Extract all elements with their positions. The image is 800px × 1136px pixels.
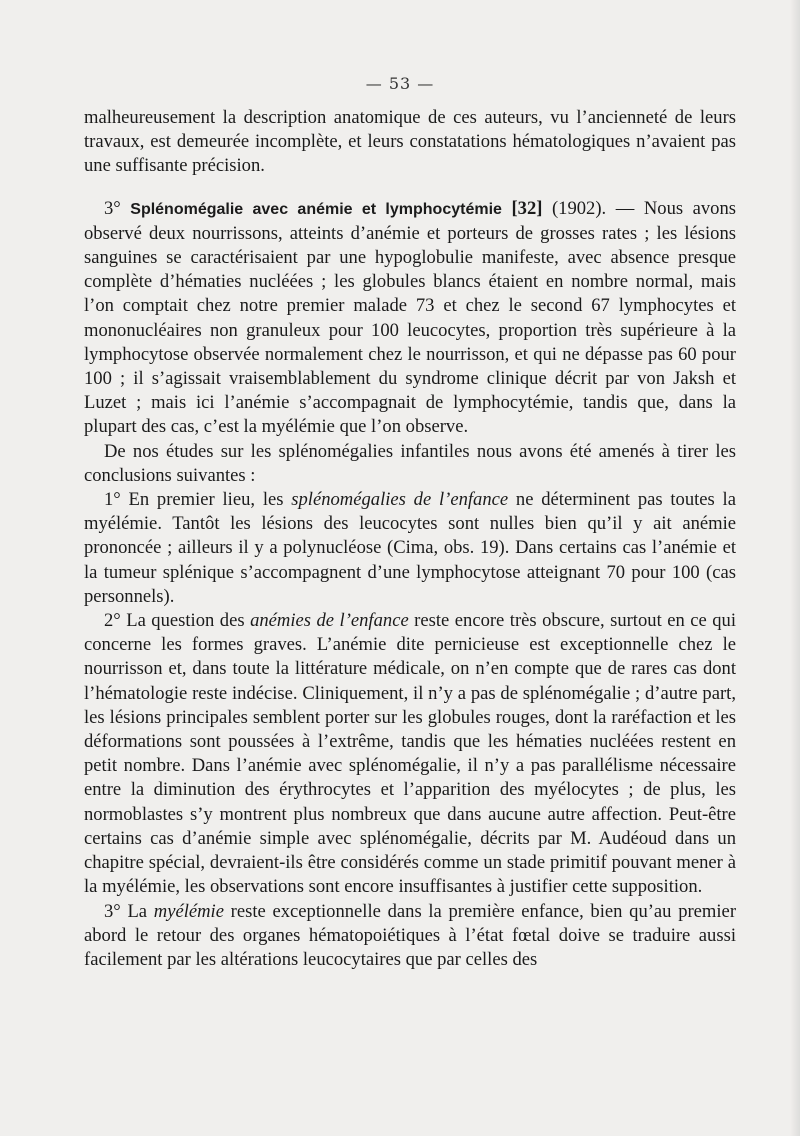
conclusion-1-body: ne déterminent pas toutes la myélémie. Tantôt les lésions des leucocytes sont nulles bien qu’il y ait anémie prononcée ; ailleurs il y a polynucléose (Cima, obs. 19). Dans certains cas l’anémie et la tumeur splénique s’accompagnent d’une lymphocytose atteignant 70 pour 100 (cas personnels). [84,489,736,607]
paragraph-section-3 [84,197,736,440]
section-title: Splénomégalie avec anémie et lymphocytémie [130,200,502,218]
page-edge-shadow [790,0,800,1136]
section-number: 3° [104,197,121,219]
section-body: — Nous avons observé deux nourrissons, atteints d’anémie et porteurs de grosses rates ; les lésions sanguines se caractérisaient par une hypoglobulie manifeste, avec absence presque complète d’hématies nucléées ; les globules blancs étaient en nombre normal, mais l’on comptait chez notre premier malade 73 et chez le second 67 lymphocytes et mononucléaires non granuleux pour 100 leucocytes, proportion très supérieure à la lymphocytose observée normalement chez le nourrisson, et qui ne dépasse pas 60 pour 100 ; il s’agissait vraisemblablement du syndrome clinique décrit par von Jaksh et Luzet ; mais ici l’anémie s’accompagnait de lymphocytémie, tandis que, dans la plupart des cas, c’est la myélémie que l’on observe. [84,197,736,438]
paragraph-conclusion-3 [84,900,736,973]
paragraph-conclusions-intro: De nos études sur les splénomégalies infantiles nous avons été amenés à tirer les conclusions suivantes : [84,440,736,486]
conclusion-2-lead: 2° La question des [104,610,251,632]
paragraph-conclusion-1 [84,488,736,609]
reference-number: [32] [511,197,543,219]
conclusion-1-lead: 1° En premier lieu, les [104,489,292,511]
section-date: (1902). [551,197,607,219]
conclusion-3-lead: 3° La [104,900,154,922]
conclusion-1-italic: splénomégalies de l’enfance [291,489,509,511]
paragraph-continuation: malheureusement la description anatomique de ces auteurs, vu l’ancienneté de leurs travaux, est demeurée incomplète, et leurs constatations hématologiques n’avaient pas une suffisante précision. [84,107,736,177]
conclusion-3-body: reste exceptionnelle dans la première enfance, bien qu’au premier abord le retour des organes hématopoiétiques à l’état fœtal doive se traduire aussi facilement par les altérations leucocytaires que par celles des [84,900,737,970]
conclusion-2-italic: anémies de l’enfance [250,610,409,632]
body-text [84,106,736,972]
paragraph-conclusion-2 [84,609,736,899]
page-number: — 53 — [365,74,435,93]
conclusion-2-body: reste encore très obscure, surtout en ce qui concerne les formes graves. L’anémie dite pernicieuse est exceptionnelle chez le nourrisson et, dans toute la littérature médicale, on n’en compte que de rares cas dont l’hématologie reste indécise. Cliniquement, il n’y a pas de splénomégalie ; d’autre part, les lésions principales semblent porter sur les globules rouges, dont la raréfaction et les déformations sont poussées à l’extrême, tandis que les hématies nucléées restent en petit nombre. Dans l’anémie avec splénomégalie, il n’y a pas parallélisme nécessaire entre la diminution des érythrocytes et l’apparition des myélocytes ; de plus, les normoblastes s’y montrent plus nombreux que dans aucune autre affection. Peut-être certains cas d’anémie simple avec splénomégalie, décrits par M. Audéoud dans un chapitre spécial, devraient-ils être considérés comme un stade primitif pouvant mener à la myélémie, les observations sont encore insuffisantes à justifier cette supposition. [84,610,736,898]
conclusion-3-italic: myélémie [153,900,224,922]
